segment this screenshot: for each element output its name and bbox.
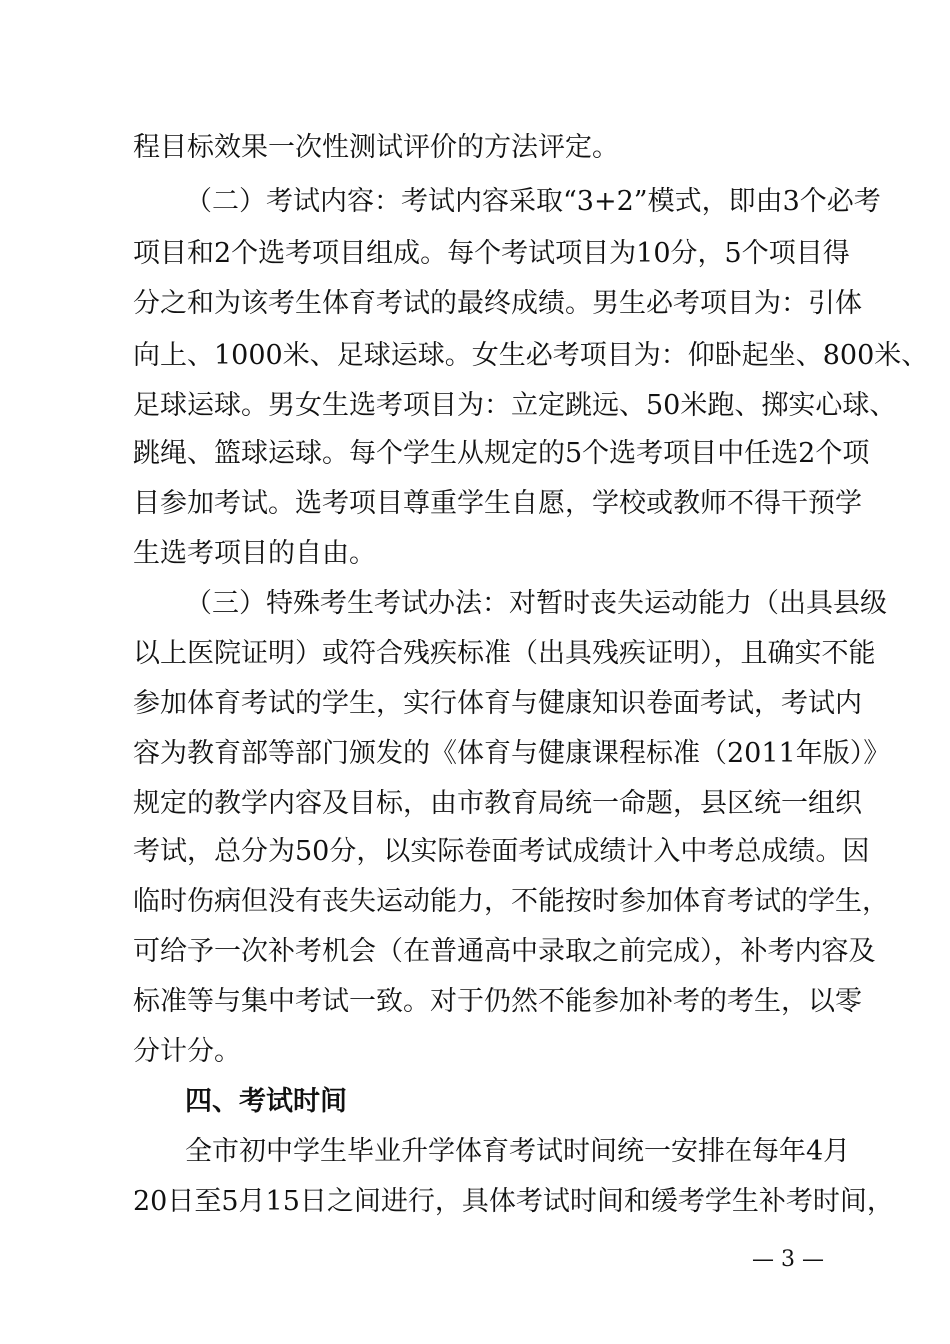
text-line: 跳绳、篮球运球。每个学生从规定的5个选考项目中任选2个项 [133, 438, 870, 469]
text-line: （三）特殊考生考试办法：对暂时丧失运动能力（出具县级 [185, 588, 887, 619]
text-line: 分计分。 [133, 1036, 241, 1067]
text-line: 以上医院证明）或符合残疾标准（出具残疾证明），且确实不能 [133, 638, 876, 669]
text-line: 20日至5月15日之间进行，具体考试时间和缓考学生补考时间， [133, 1186, 894, 1217]
text-line: 标准等与集中考试一致。对于仍然不能参加补考的考生，以零 [133, 986, 862, 1017]
section-heading: 四、考试时间 [185, 1086, 347, 1117]
text-line: 向上、1000米、足球运球。女生必考项目为：仰卧起坐、800米、 [133, 340, 929, 371]
text-line: 分之和为该考生体育考试的最终成绩。男生必考项目为：引体 [133, 288, 862, 319]
text-line: 生选考项目的自由。 [133, 538, 376, 569]
text-line: 足球运球。男女生选考项目为：立定跳远、50米跑、掷实心球、 [133, 390, 897, 421]
text-line: 可给予一次补考机会（在普通高中录取之前完成），补考内容及 [133, 936, 876, 967]
text-line: 项目和2个选考项目组成。每个考试项目为10分，5个项目得 [133, 238, 850, 269]
text-line: 容为教育部等部门颁发的《体育与健康课程标准（2011年版）》 [133, 738, 891, 769]
text-line: 参加体育考试的学生，实行体育与健康知识卷面考试，考试内 [133, 688, 862, 719]
text-line: 全市初中学生毕业升学体育考试时间统一安排在每年4月 [185, 1136, 851, 1167]
text-line: （二）考试内容：考试内容采取“3+2”模式，即由3个必考 [185, 186, 881, 217]
text-line: 程目标效果一次性测试评价的方法评定。 [133, 132, 619, 163]
text-line: 规定的教学内容及目标，由市教育局统一命题，县区统一组织 [133, 788, 862, 819]
text-line: 目参加考试。选考项目尊重学生自愿，学校或教师不得干预学 [133, 488, 862, 519]
text-line: 临时伤病但没有丧失运动能力，不能按时参加体育考试的学生， [133, 886, 889, 917]
page-number: — 3 — [752, 1247, 824, 1272]
text-line: 考试，总分为50分，以实际卷面考试成绩计入中考总成绩。因 [133, 836, 870, 867]
